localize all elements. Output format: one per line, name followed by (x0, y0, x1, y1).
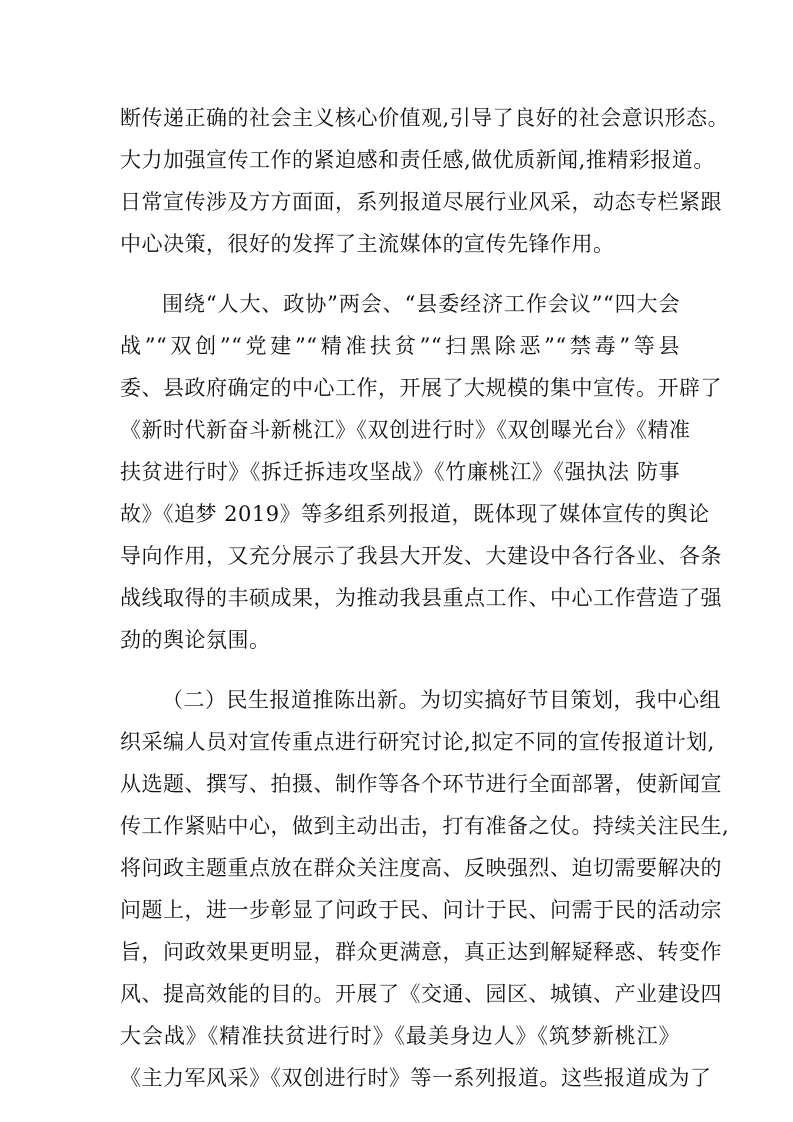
paragraph-2-line-6: 故》《追梦 2019》等多组系列报道，既体现了媒体宣传的舆论 (120, 502, 710, 526)
paragraph-3-line-5: 将问政主题重点放在群众关注度高、反映强烈、迫切需要解决的 (120, 856, 722, 880)
paragraph-1-line-3: 日常宣传涉及方方面面，系列报道尽展行业风采，动态专栏紧跟 (120, 190, 722, 214)
paragraph-2-line-5: 扶贫进行时》《拆迁拆违攻坚战》《竹廉桃江》《强执法 防事 (120, 460, 680, 484)
paragraph-3-line-3: 从选题、撰写、拍摄、制作等各个环节进行全面部署，使新闻宣 (120, 772, 722, 796)
paragraph-3-line-2: 织采编人员对宣传重点进行研究讨论,拟定不同的宣传报道计划, (120, 730, 715, 754)
paragraph-3-line-7: 旨，问政效果更明显，群众更满意，真正达到解疑释惑、转变作 (120, 940, 722, 964)
paragraph-1-line-4: 中心决策，很好的发挥了主流媒体的宣传先锋作用。 (120, 232, 615, 256)
paragraph-3-line-10: 《主力军风采》《双创进行时》等一系列报道。这些报道成为了 (120, 1066, 712, 1090)
paragraph-1-line-2: 大力加强宣传工作的紧迫感和责任感,做优质新闻,推精彩报道。 (120, 148, 715, 172)
paragraph-3-line-1: （二）民生报道推陈出新。为切实搞好节目策划，我中心组 (162, 688, 721, 712)
paragraph-2-line-7: 导向作用，又充分展示了我县大开发、大建设中各行各业、各条 (120, 544, 722, 568)
paragraph-2-line-4: 《新时代新奋斗新桃江》《双创进行时》《双创曝光台》《精准 (120, 418, 691, 442)
paragraph-3-line-8: 风、提高效能的目的。开展了《交通、园区、城镇、产业建设四 (120, 982, 722, 1006)
paragraph-2-line-8: 战线取得的丰硕成果，为推动我县重点工作、中心工作营造了强 (120, 586, 722, 610)
paragraph-3-line-9: 大会战》《精准扶贫进行时》《最美身边人》《筑梦新桃江》 (120, 1024, 680, 1048)
paragraph-3-line-4: 传工作紧贴中心，做到主动出击，打有准备之仗。持续关注民生, (120, 814, 730, 838)
paragraph-2-line-2: 战”“双创”“党建”“精准扶贫”“扫黑除恶”“禁毒”等县 (120, 334, 680, 358)
paragraph-2-line-3: 委、县政府确定的中心工作，开展了大规模的集中宣传。开辟了 (120, 376, 722, 400)
paragraph-2-line-9: 劲的舆论氛围。 (120, 628, 271, 652)
paragraph-1-line-1: 断传递正确的社会主义核心价值观,引导了良好的社会意识形态。 (120, 106, 730, 130)
paragraph-2-line-1: 围绕“人大、政协”两会、“县委经济工作会议”“四大会 (162, 292, 680, 316)
paragraph-3-line-6: 问题上，进一步彰显了问政于民、问计于民、问需于民的活动宗 (120, 898, 722, 922)
